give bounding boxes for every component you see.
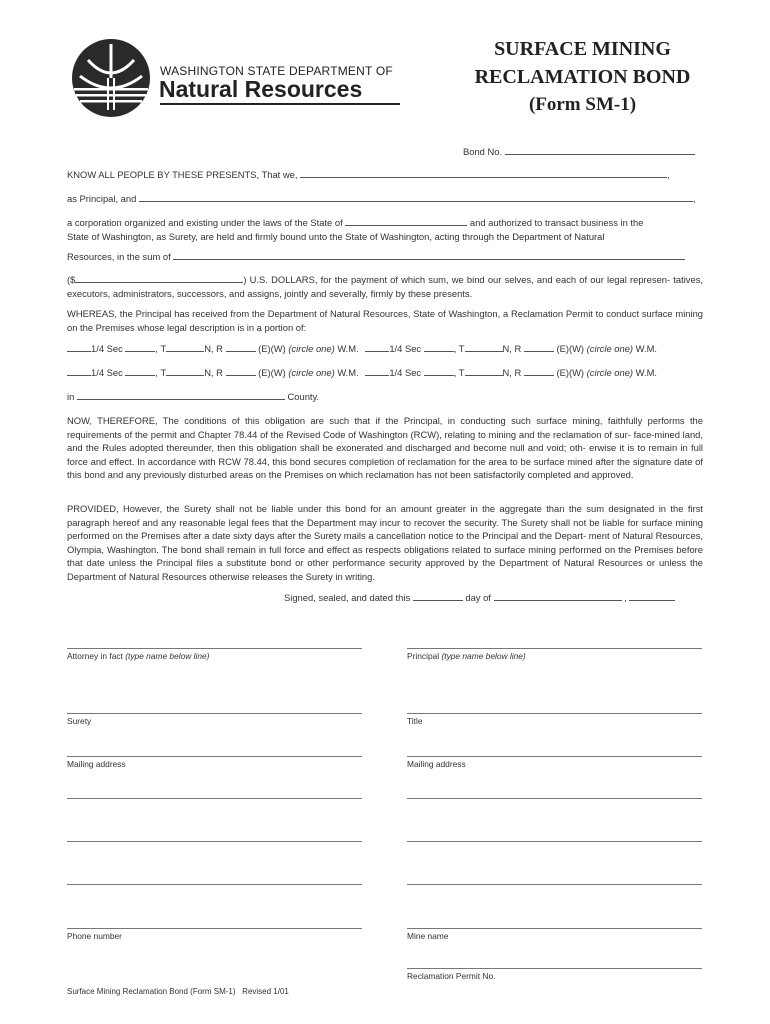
quarter-field[interactable] bbox=[67, 342, 91, 352]
logo-rule bbox=[160, 103, 400, 105]
quarter-field[interactable] bbox=[365, 342, 389, 352]
bond-no-label: Bond No. bbox=[463, 146, 503, 157]
t-label: T bbox=[160, 343, 167, 354]
provided-paragraph: PROVIDED, However, the Surety shall not be liable under this bond for an amount greater in the aggregate than the sum designated in the first paragraph hereof and any reasonable legal fees that the Department may incur to recover the security. The Surety shall not be liable for surface mining performed on the Premises after a date sixty days after the Surety mails a cancellation notice to the Principal and the Depart- ment of Natural Resources, Olympia, Washington. The bond shall remain in full force and effect as respects obligations related to surface mining performed on the Premises before that date unless the Principal files a substitute bond or other performance security approved by the Department of Natural Resources or unless the Department of Natural Resources otherwise releases the Surety in writing. bbox=[67, 503, 703, 582]
range-field[interactable] bbox=[226, 342, 256, 352]
signed-text: Signed, sealed, and dated this bbox=[284, 592, 411, 603]
nr-label: N, R bbox=[204, 343, 223, 354]
wm-label: W.M. bbox=[635, 343, 658, 354]
principal-label bbox=[407, 651, 526, 661]
title-line[interactable] bbox=[407, 713, 702, 714]
form-title-line2: RECLAMATION BOND bbox=[474, 66, 691, 88]
attorney-note: (type name below line) bbox=[125, 651, 210, 661]
sum-words-field[interactable] bbox=[173, 250, 685, 260]
form-title-line1: SURFACE MINING bbox=[494, 38, 671, 60]
form-title-line3: (Form SM-1) bbox=[528, 94, 637, 115]
state-field[interactable] bbox=[345, 216, 467, 226]
ew-choice[interactable]: (E)(W) bbox=[556, 343, 585, 354]
mine-name-label: Mine name bbox=[407, 931, 449, 941]
day-field[interactable] bbox=[413, 591, 463, 601]
ew-choice[interactable]: (E)(W) bbox=[258, 367, 286, 378]
surety-label: Surety bbox=[67, 716, 92, 726]
address-line-right[interactable] bbox=[407, 841, 702, 842]
day-of-text: day of bbox=[465, 592, 491, 603]
year-field[interactable] bbox=[629, 591, 675, 601]
address-line-right[interactable] bbox=[407, 798, 702, 799]
signed-row: Signed, sealed, and dated this day of , bbox=[284, 591, 675, 604]
attorney-label bbox=[67, 651, 209, 661]
sec-field[interactable] bbox=[125, 366, 155, 376]
range-field[interactable] bbox=[524, 366, 554, 376]
bond-no-field[interactable] bbox=[505, 145, 695, 155]
dollars-text: ) U.S. DOLLARS, for the payment of which sum, we bind our selves, and each of our legal represen- tatives, executors, administrators, successors, and assigns, jointly and severally, firmly by these presents. bbox=[67, 274, 703, 299]
attorney-signature-line[interactable] bbox=[67, 648, 362, 649]
surety-name-field[interactable] bbox=[139, 192, 693, 202]
whereas-paragraph: WHEREAS, the Principal has received from the Department of Natural Resources, State of Washington, a Reclamation Permit to conduct surface mining on the Premises whose legal description is in a portion of: bbox=[67, 308, 703, 333]
phone-line[interactable] bbox=[67, 928, 362, 929]
range-field[interactable] bbox=[524, 342, 554, 352]
township-field[interactable] bbox=[166, 366, 204, 376]
principal-note: (type name below line) bbox=[441, 651, 526, 661]
wm-label: W.M. bbox=[635, 367, 658, 378]
legal-row-2: 1/4 Sec , T N, R (E)(W) (circle one) W.M. 1/4 Sec , T N, R (E)(W) (circle one) W.M. bbox=[67, 366, 657, 379]
mailing-address-line-right[interactable] bbox=[407, 756, 702, 757]
agency-line2: Natural Resources bbox=[159, 76, 363, 102]
mine-name-line[interactable] bbox=[407, 928, 702, 929]
corp-text-b: and authorized to transact business in the bbox=[469, 217, 644, 228]
t-label: T bbox=[458, 367, 465, 378]
county-label: County. bbox=[287, 391, 320, 402]
permit-no-label: Reclamation Permit No. bbox=[407, 971, 496, 981]
bond-no-row bbox=[463, 145, 695, 158]
dnr-logo-icon bbox=[70, 38, 152, 118]
in-label: in bbox=[67, 391, 75, 402]
circle-note: (circle one) bbox=[586, 343, 634, 354]
dollars-paragraph bbox=[67, 273, 703, 300]
nr-label: N, R bbox=[502, 343, 522, 354]
permit-no-line[interactable] bbox=[407, 968, 702, 969]
sum-row bbox=[67, 250, 685, 263]
nr-label: N, R bbox=[204, 367, 223, 378]
corp-text-c: State of Washington, as Surety, are held and firmly bound unto the State of Washington, acting through the Department of Natural bbox=[67, 231, 605, 242]
township-field[interactable] bbox=[465, 342, 503, 352]
sec-field[interactable] bbox=[424, 342, 454, 352]
quarter-label: 1/4 Sec bbox=[91, 343, 123, 354]
address-line-left[interactable] bbox=[67, 884, 362, 885]
circle-note: (circle one) bbox=[288, 343, 335, 354]
now-therefore-paragraph: NOW, THEREFORE, The conditions of this obligation are such that if the Principal, in conducting such surface mining, faithfully performs the requirements of the permit and Chapter 78.44 of the Revised Code of Washington (RCW), relating to mining and the reclamation of sur- face-mined land, and the Rules adopted thereunder, then this obligation shall be exonerated and discharged and become null and void; oth- erwise it is to remain in full force and effect. In accordance with RCW 78.44, this bond secures completion of reclamation for the area to be surface mined after the signature date of this bond and any previously disturbed areas on the Premises on which reclamation has not been satisfactorily completed and approved. bbox=[67, 415, 703, 480]
legal-row-1: 1/4 Sec , T N, R (E)(W) (circle one) W.M. 1/4 Sec , T N, R (E)(W) (circle one) W.M. bbox=[67, 342, 657, 355]
phone-label: Phone number bbox=[67, 931, 122, 941]
circle-note: (circle one) bbox=[586, 367, 634, 378]
address-line-left[interactable] bbox=[67, 798, 362, 799]
mailing-address-label-right: Mailing address bbox=[407, 759, 466, 769]
know-all-text: KNOW ALL PEOPLE BY THESE PRESENTS, That we, bbox=[67, 169, 298, 180]
mailing-address-label-left: Mailing address bbox=[67, 759, 126, 769]
quarter-field[interactable] bbox=[365, 366, 389, 376]
wm-label: W.M. bbox=[337, 367, 359, 378]
county-field[interactable] bbox=[77, 390, 285, 400]
range-field[interactable] bbox=[226, 366, 256, 376]
sec-field[interactable] bbox=[125, 342, 155, 352]
address-line-left[interactable] bbox=[67, 841, 362, 842]
t-label: T bbox=[458, 343, 465, 354]
sum-amount-field[interactable] bbox=[75, 273, 243, 283]
t-label: T bbox=[160, 367, 167, 378]
month-field[interactable] bbox=[494, 591, 622, 601]
nr-label: N, R bbox=[502, 367, 522, 378]
footer-text: Surface Mining Reclamation Bond (Form SM-1) Revised 1/01 bbox=[67, 987, 289, 996]
quarter-field[interactable] bbox=[67, 366, 91, 376]
wm-label: W.M. bbox=[337, 343, 359, 354]
title-label: Title bbox=[407, 716, 423, 726]
principal-name-field[interactable] bbox=[300, 168, 667, 178]
principal-label-text: Principal bbox=[407, 651, 440, 661]
surety-line[interactable] bbox=[67, 713, 362, 714]
quarter-label: 1/4 Sec bbox=[389, 343, 422, 354]
corp-text-d: Resources, in the sum of bbox=[67, 251, 171, 262]
sec-field[interactable] bbox=[424, 366, 454, 376]
know-all-row: KNOW ALL PEOPLE BY THESE PRESENTS, That we, , bbox=[67, 169, 670, 180]
agency-line1: WASHINGTON STATE DEPARTMENT OF bbox=[160, 64, 393, 78]
circle-note: (circle one) bbox=[288, 367, 335, 378]
as-principal-row: as Principal, and , bbox=[67, 193, 696, 204]
quarter-label: 1/4 Sec bbox=[91, 367, 123, 378]
county-row bbox=[67, 390, 319, 403]
corp-text-a: a corporation organized and existing under the laws of the State of bbox=[67, 217, 343, 228]
ew-choice[interactable]: (E)(W) bbox=[258, 343, 286, 354]
ew-choice[interactable]: (E)(W) bbox=[556, 367, 585, 378]
principal-signature-line[interactable] bbox=[407, 648, 702, 649]
as-principal-text: as Principal, and bbox=[67, 193, 137, 204]
township-field[interactable] bbox=[166, 342, 204, 352]
attorney-label-text: Attorney in fact bbox=[67, 651, 123, 661]
mailing-address-line-left[interactable] bbox=[67, 756, 362, 757]
dollar-prefix: ($ bbox=[67, 274, 76, 285]
address-line-right[interactable] bbox=[407, 884, 702, 885]
corp-row bbox=[67, 216, 643, 229]
quarter-label: 1/4 Sec bbox=[389, 367, 422, 378]
township-field[interactable] bbox=[465, 366, 503, 376]
